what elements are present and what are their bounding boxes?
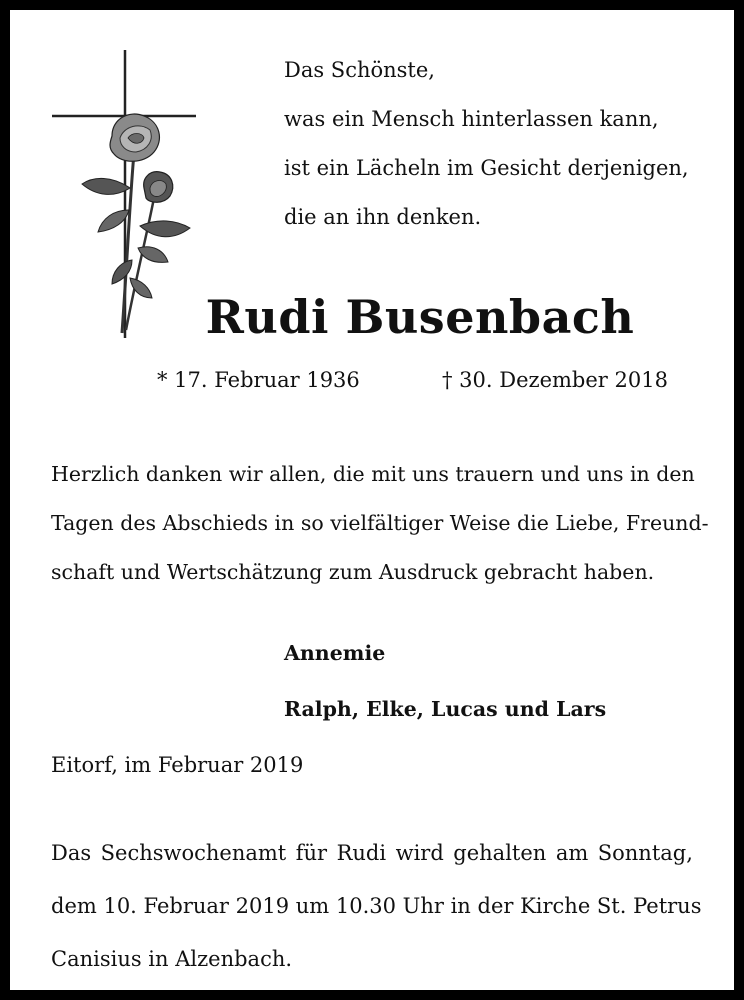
service-line-2: dem 10. Februar 2019 um 10.30 Uhr in der Kirche St. Petrus xyxy=(51,894,702,918)
poem-line: die an ihn denken. xyxy=(284,205,482,229)
poem-line: ist ein Lächeln im Gesicht derjenigen, xyxy=(284,156,689,180)
poem-line: Das Schönste, xyxy=(284,58,435,82)
thanks-line: schaft und Wertschätzung zum Ausdruck gebracht haben. xyxy=(51,560,655,584)
birth-date: * 17. Februar 1936 xyxy=(157,368,360,392)
thanks-line: Herzlich danken wir allen, die mit uns trauern und uns in den xyxy=(51,462,695,486)
death-date: † 30. Dezember 2018 xyxy=(442,368,668,392)
service-word: am xyxy=(555,841,589,865)
mourner-children: Ralph, Elke, Lucas und Lars xyxy=(284,697,607,721)
thanks-line: Tagen des Abschieds in so vielfältiger Weise die Liebe, Freund- xyxy=(51,511,709,535)
service-word: gehalten xyxy=(453,841,547,865)
service-word: Sonntag, xyxy=(597,841,693,865)
poem-line: was ein Mensch hinterlassen kann, xyxy=(284,107,659,131)
service-word: für xyxy=(295,841,328,865)
service-word: Das xyxy=(51,841,92,865)
service-announcement xyxy=(51,827,702,986)
service-word: wird xyxy=(395,841,444,865)
place-and-date: Eitorf, im Februar 2019 xyxy=(51,753,304,777)
thanks-paragraph xyxy=(51,450,709,597)
deceased-name: Rudi Busenbach xyxy=(205,290,635,344)
service-word: Rudi xyxy=(336,841,387,865)
service-line-3: Canisius in Alzenbach. xyxy=(51,947,293,971)
poem-verse xyxy=(284,46,689,242)
mourners-signature xyxy=(284,625,606,737)
mourner-spouse: Annemie xyxy=(284,641,386,665)
service-line-1 xyxy=(51,827,693,880)
service-word: Sechswochenamt xyxy=(100,841,287,865)
